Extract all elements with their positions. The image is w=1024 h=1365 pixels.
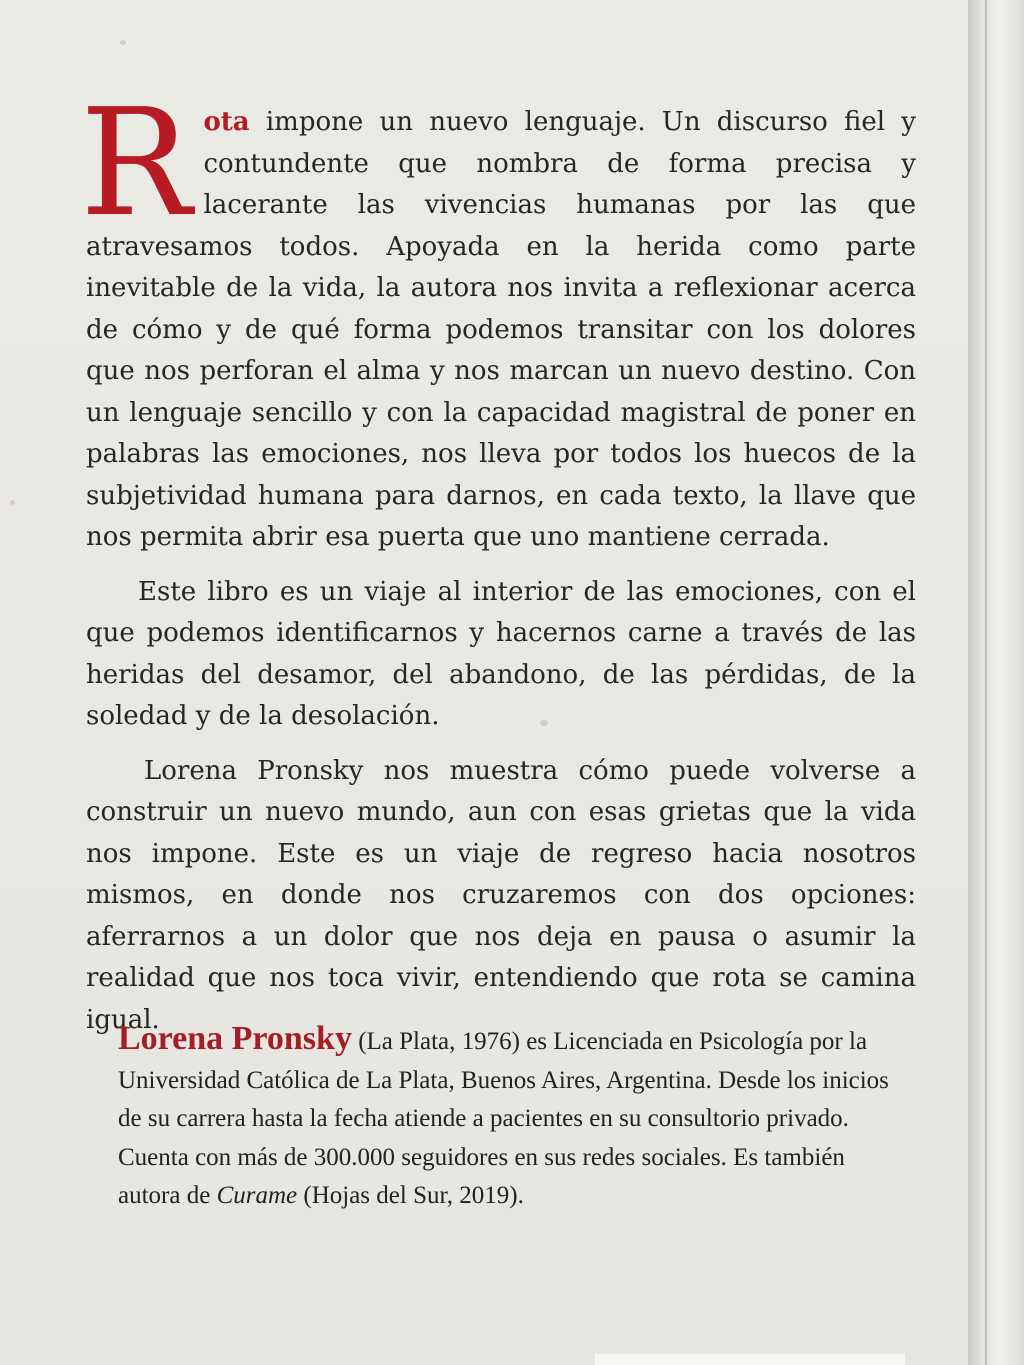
barcode-label-edge xyxy=(595,1354,905,1365)
synopsis-paragraph-1 xyxy=(80,77,916,559)
synopsis-paragraph-3: Lorena Pronsky nos muestra cómo puede volverse a construir un nuevo mundo, aun con esas grietas que la vida nos impone. Este es un viaje de regreso hacia nosotros mismos, en donde nos cruzaremos con dos opciones: aferrarnos a un dolor que nos deja en pausa o asumir la realidad que nos toca vivir, entendiendo que rota se camina igual. xyxy=(86,755,916,1035)
paragraph-1-text: impone un nuevo lenguaje. Un discurso fiel y contundente que nombra de forma precisa y lacerante las vivencias humanas por las que atravesamos todos. Apoyada en la herida como parte inevitable de la vida, la autora nos invita a reflexionar acerca de cómo y de qué forma podemos transitar con los dolores que nos perforan el alma y nos marcan un nuevo destino. Con un lenguaje sencillo y con la capacidad magistral de poner en palabras las emociones, nos lleva por todos los huecos de la subjetividad humana para darnos, en cada texto, la llave que nos permita abrir esa puerta que uno mantiene cerrada. xyxy=(86,107,916,552)
author-name: Lorena Pronsky xyxy=(118,1020,352,1057)
bio-text-part-1: (La Plata, 1976) es Licenciada en Psicología por la Universidad Católica de La Plata, Buenos Aires, Argentina. Desde los inicios de su carrera hasta la fecha atiende a pacientes en su consultorio privado. Cuenta con más de 300.000 seguidores en sus redes sociales. Es también autora de xyxy=(118,1028,889,1209)
book-title: Curame xyxy=(216,1182,298,1209)
synopsis xyxy=(80,77,916,1041)
paper-speck xyxy=(120,40,126,45)
drop-cap: R xyxy=(80,77,192,249)
author-bio xyxy=(118,1020,908,1216)
title-word: ota xyxy=(203,107,250,137)
synopsis-paragraph-2: Este libro es un viaje al interior de las emociones, con el que podemos identificarnos y hacernos carne a través de las heridas del desamor, del abandono, de las pérdidas, de la soledad y de la desolación. xyxy=(86,576,916,731)
author-bio-text xyxy=(118,1020,908,1216)
page-edge-line xyxy=(985,0,987,1365)
book-spine-edge xyxy=(968,0,1024,1365)
paper-speck xyxy=(10,500,15,505)
bio-text-part-2: (Hojas del Sur, 2019). xyxy=(297,1182,524,1209)
